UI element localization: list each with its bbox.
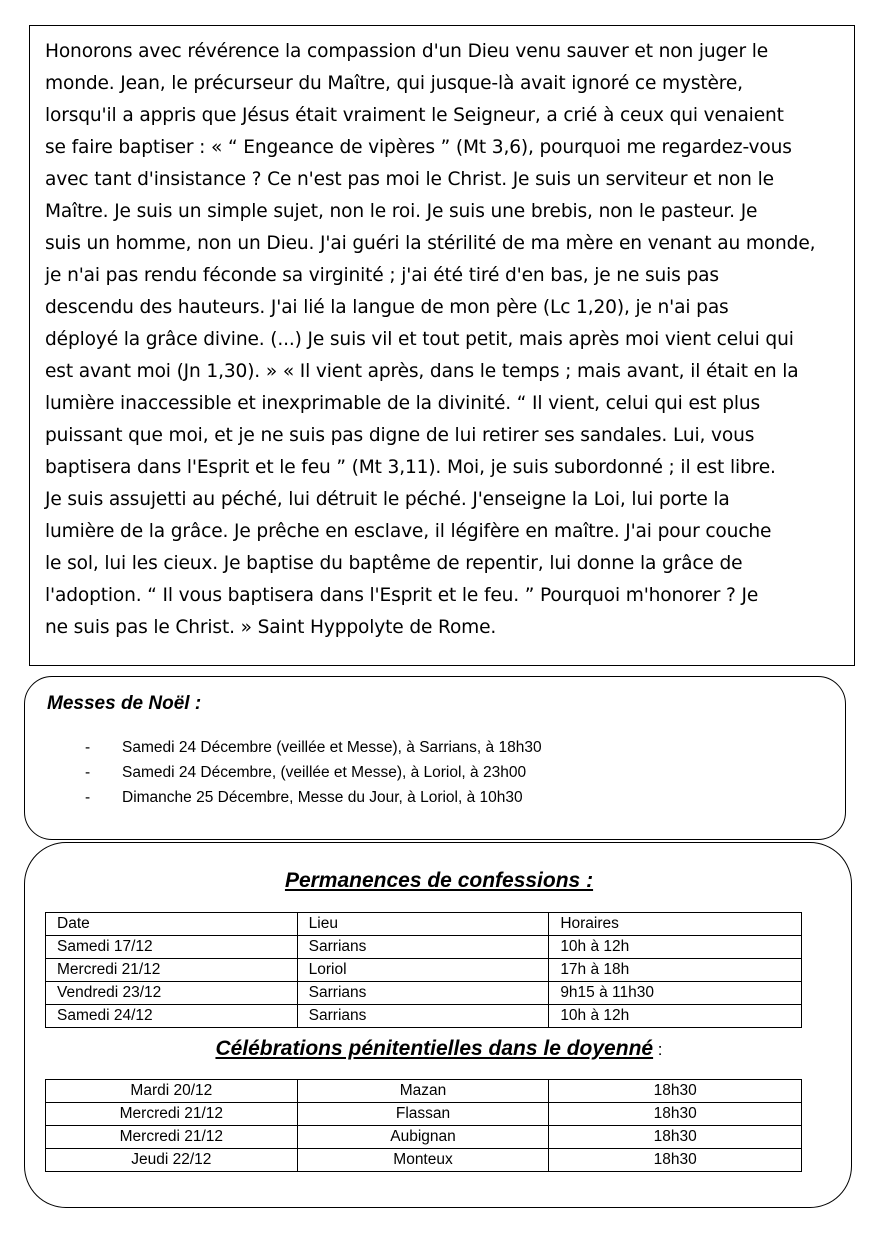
christmas-masses-box	[24, 676, 846, 840]
cell-place: Sarrians	[297, 1005, 549, 1028]
mass-item-text: Dimanche 25 Décembre, Messe du Jour, à Loriol, à 10h30	[122, 789, 523, 806]
cell-date: Vendredi 23/12	[46, 982, 298, 1005]
cell-date: Mercredi 21/12	[46, 959, 298, 982]
celebrations-title-text: Célébrations pénitentielles dans le doyenné	[215, 1037, 654, 1060]
header-hours: Horaires	[549, 913, 802, 936]
table-row	[46, 1126, 802, 1149]
cell-place: Loriol	[297, 959, 549, 982]
table-row	[46, 1005, 802, 1028]
table-row	[46, 959, 802, 982]
cell-date: Mardi 20/12	[46, 1080, 298, 1103]
confessions-title: Permanences de confessions :	[284, 869, 594, 892]
cell-hours: 18h30	[549, 1149, 802, 1172]
cell-hours: 17h à 18h	[549, 959, 802, 982]
cell-date: Jeudi 22/12	[46, 1149, 298, 1172]
confessions-table	[45, 912, 802, 1028]
christmas-masses-list	[85, 735, 542, 810]
cell-place: Sarrians	[297, 982, 549, 1005]
cell-hours: 18h30	[549, 1126, 802, 1149]
table-row	[46, 1080, 802, 1103]
table-row	[46, 1103, 802, 1126]
header-place: Lieu	[297, 913, 549, 936]
celebrations-title-colon: :	[653, 1040, 663, 1059]
table-row	[46, 982, 802, 1005]
table-row	[46, 936, 802, 959]
cell-place: Mazan	[297, 1080, 549, 1103]
cell-date: Samedi 24/12	[46, 1005, 298, 1028]
confessions-box	[24, 842, 852, 1208]
mass-item-text: Samedi 24 Décembre (veillée et Messe), à Sarrians, à 18h30	[122, 739, 542, 756]
quote-text: Honorons avec révérence la compassion d'un Dieu venu sauver et non juger le monde. Jean, le précurseur du Maître, qui jusque-là avait ignoré ce mystère, lorsqu'il a appris que Jésus était vraiment le Seigneur, a crié à ceux qui venaient se faire baptiser : « “ Engeance de vipères ” (Mt 3,6), pourquoi me regardez-vous avec tant d'insistance ? Ce n'est pas moi le Christ. Je suis un serviteur et non le Maître. Je suis un simple sujet, non le roi. Je suis une brebis, non le pasteur. Je suis un homme, non un Dieu. J'ai guéri la stérilité de ma mère en venant au monde, je n'ai pas rendu féconde sa virginité ; j'ai été tiré d'en bas, je ne suis pas descendu des hauteurs. J'ai lié la langue de mon père (Lc 1,20), je n'ai pas déployé la grâce divine. (...) Je suis vil et tout petit, mais après moi vient celui qui est avant moi (Jn 1,30). » « Il vient après, dans le temps ; mais avant, il était en la lumière inaccessible et inexprimable de la divinité. “ Il vient, celui qui est plus puissant que moi, et je ne suis pas digne de lui retirer ses sandales. Lui, vous baptisera dans l'Esprit et le feu ” (Mt 3,11). Moi, je suis subordonné ; il est libre. Je suis assujetti au péché, lui détruit le péché. J'enseigne la Loi, lui porte la lumière de la grâce. Je prêche en esclave, il légifère en maître. J'ai pour couche le sol, lui les cieux. Je baptise du baptême de repentir, lui donne la grâce de l'adoption. “ Il vous baptisera dans l'Esprit et le feu. ” Pourquoi m'honorer ? Je ne suis pas le Christ. » Saint Hyppolyte de Rome.	[45, 41, 816, 638]
cell-date: Samedi 17/12	[46, 936, 298, 959]
cell-place: Sarrians	[297, 936, 549, 959]
table-header-row	[46, 913, 802, 936]
cell-place: Aubignan	[297, 1126, 549, 1149]
cell-date: Mercredi 21/12	[46, 1103, 298, 1126]
cell-hours: 9h15 à 11h30	[549, 982, 802, 1005]
celebrations-table	[45, 1079, 802, 1172]
cell-hours: 18h30	[549, 1080, 802, 1103]
cell-hours: 10h à 12h	[549, 936, 802, 959]
christmas-masses-title: Messes de Noël :	[47, 693, 202, 714]
header-date: Date	[46, 913, 298, 936]
cell-place: Flassan	[297, 1103, 549, 1126]
list-dash: -	[85, 739, 91, 756]
cell-hours: 10h à 12h	[549, 1005, 802, 1028]
table-row	[46, 1149, 802, 1172]
list-dash: -	[85, 764, 91, 781]
cell-place: Monteux	[297, 1149, 549, 1172]
list-dash: -	[85, 789, 91, 806]
celebrations-title	[25, 1037, 853, 1061]
cell-hours: 18h30	[549, 1103, 802, 1126]
mass-item	[85, 785, 542, 810]
quote-box	[29, 25, 855, 666]
mass-item-text: Samedi 24 Décembre, (veillée et Messe), à Loriol, à 23h00	[122, 764, 527, 781]
mass-item	[85, 735, 542, 760]
cell-date: Mercredi 21/12	[46, 1126, 298, 1149]
mass-item	[85, 760, 542, 785]
